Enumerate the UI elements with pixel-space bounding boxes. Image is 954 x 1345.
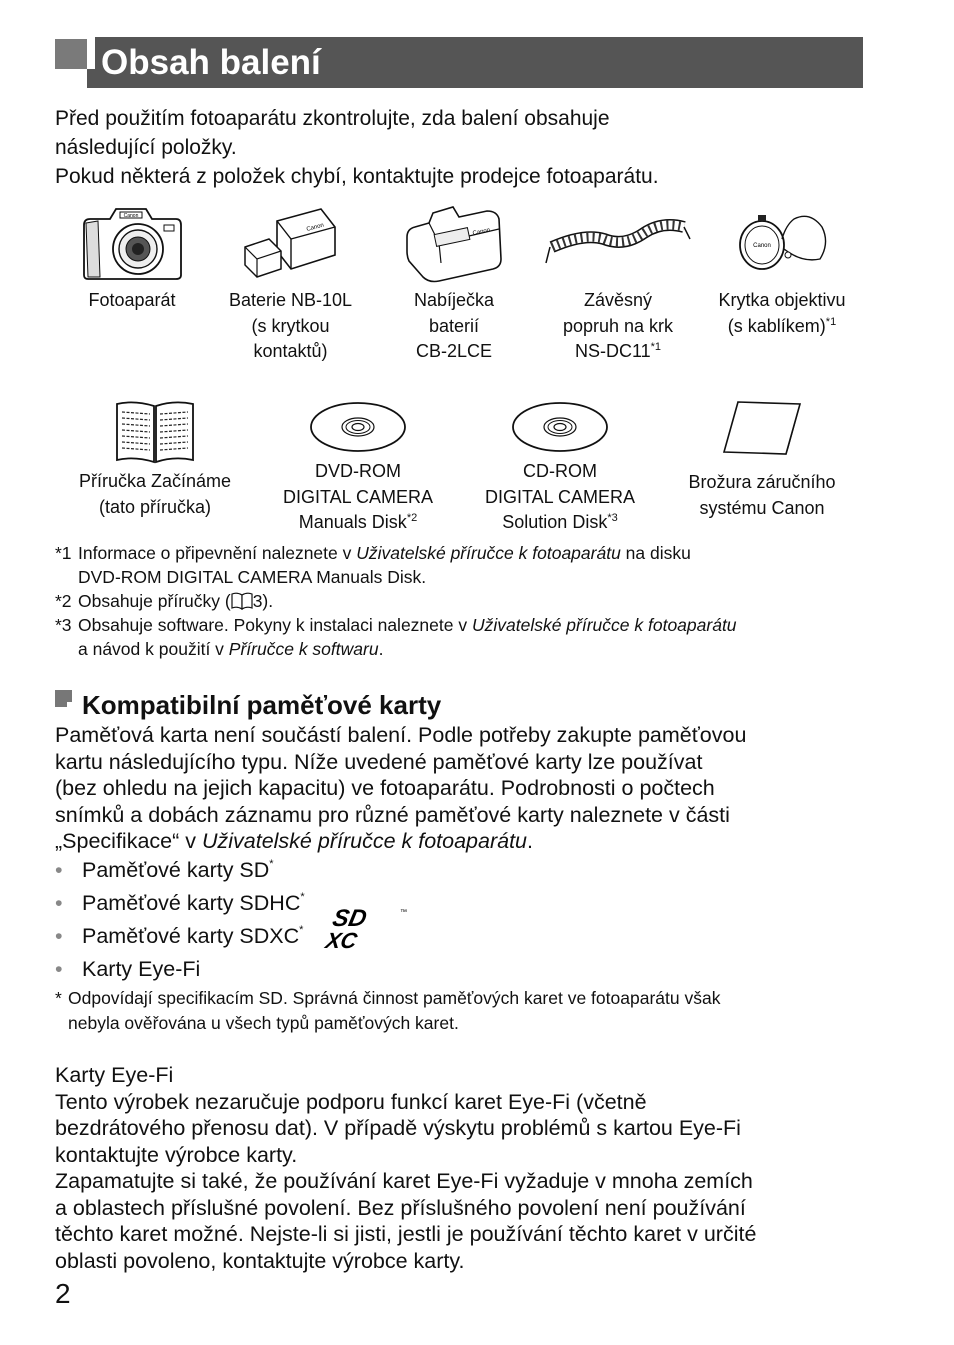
- svg-text:Canon: Canon: [753, 243, 771, 249]
- section-body: Paměťová karta není součástí balení. Podle potřeby zakupte paměťovou kartu následujícího typu. Níže uvedené paměťové karty lze používat (bez ohledu na jejich kapacitu) ve fotoaparátu. Podrobnosti o počtech snímků a dobách záznamu pro různé paměťové karty naleznete v části „Specifikace“ v Uživatelské příručce k fotoaparátu.: [55, 723, 747, 853]
- eyefi-section: Karty Eye-Fi Tento výrobek nezaručuje podporu funkcí karet Eye-Fi (včetně bezdrátového přenosu dat). V případě výskytu problémů s kartou Eye-Fi kontaktujte výrobce karty. Zapamatujte si také, že používání karet Eye-Fi vyžaduje v mnoha zemích a oblastech příslušné povolení. Bez příslušného povolení není používání těchto karet možné. Nejste-li si jisti, jestli je používání těchto karet v určité oblasti povoleno, kontaktujte výrobce karty.: [55, 1063, 757, 1273]
- svg-text:™: ™: [400, 909, 407, 916]
- note-3: *3 Obsahuje software. Pokyny k instalaci naleznete v Uživatelské příručce k fotoaparátu a návod k použití v Příručce k softwaru.: [55, 615, 737, 659]
- sdxc-logo-icon: [323, 904, 412, 953]
- list-item: • Paměťové karty SD*: [55, 858, 274, 882]
- disc-icon: [308, 400, 408, 454]
- list-item: • Paměťové karty SDXC*: [55, 924, 304, 948]
- book-icon: [114, 398, 196, 464]
- title-bar: [55, 37, 863, 88]
- item-warranty: Brožura záručního systému Canon: [668, 400, 856, 521]
- list-item: • Karty Eye-Fi: [55, 957, 201, 981]
- booklet-icon: [720, 400, 804, 456]
- list-item: • Paměťové karty SDHC*: [55, 891, 305, 915]
- svg-text:Canon: Canon: [472, 227, 491, 237]
- card-footnote: * Odpovídají specifikacím SD. Správná činnost paměťových karet ve fotoaparátu však nebyla ověřována u všech typů paměťových karet.: [55, 988, 721, 1033]
- card-list: [55, 855, 305, 987]
- intro-text: Před použitím fotoaparátu zkontrolujte, zda balení obsahuje následující položky. Pokud některá z položek chybí, kontaktujte prodejce fotoaparátu.: [55, 107, 659, 188]
- item-battery: Canon Baterie NB-10L (s krytkou kontaktů): [214, 203, 367, 365]
- battery-icon: [241, 203, 341, 283]
- camera-icon: [80, 203, 184, 283]
- page-title: Obsah balení: [101, 43, 321, 82]
- svg-text:Canon: Canon: [572, 247, 590, 253]
- item-charger: Canon Nabíječka baterií CB-2LCE: [393, 203, 515, 365]
- note-2: *2 Obsahuje příručky ( 3).: [55, 591, 274, 611]
- page-number: 2: [55, 1278, 71, 1309]
- svg-text:SD: SD: [330, 905, 370, 932]
- strap-icon: [544, 203, 692, 283]
- book-reference-icon: [231, 592, 253, 610]
- charger-icon: [403, 203, 505, 283]
- item-camera: Canon Fotoaparát: [70, 203, 194, 314]
- item-dvd: DVD-ROM DIGITAL CAMERA Manuals Disk$^{*2}$: [262, 400, 454, 536]
- item-lens-cap: Canon Krytka objektivu (s kablíkem)$^{*1}$: [702, 203, 862, 339]
- item-guide: Příručka Začínáme (tato příručka): [60, 398, 250, 520]
- lens-cap-icon: [732, 203, 832, 283]
- disc-icon: [510, 400, 610, 454]
- item-cd: CD-ROM DIGITAL CAMERA Solution Disk$^{*3}$: [464, 400, 656, 536]
- svg-text:XC: XC: [323, 928, 360, 953]
- svg-text:Canon: Canon: [305, 222, 325, 233]
- item-strap: Canon Závěsný popruh na krk NS-DC11$^{*1}$: [543, 203, 693, 365]
- note-1: *1 Informace o připevnění naleznete v Uživatelské příručce k fotoaparátu na disku DVD-ROM DIGITAL CAMERA Manuals Disk.: [55, 543, 691, 587]
- item-notes: [55, 541, 885, 661]
- svg-text:Canon: Canon: [123, 213, 139, 219]
